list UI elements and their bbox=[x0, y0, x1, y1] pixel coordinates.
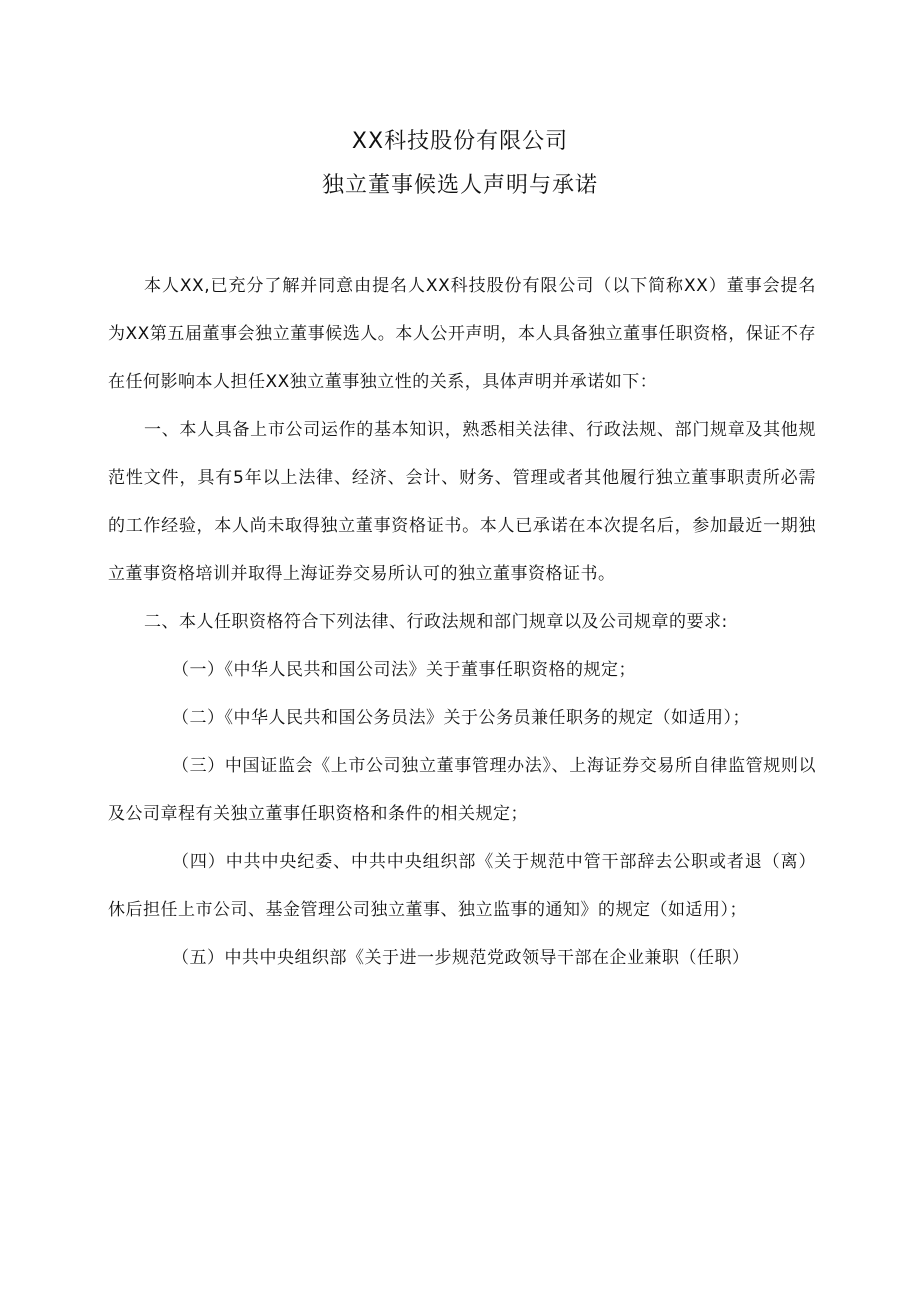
clause-2-item-4: （四）中共中央纪委、中共中央组织部《关于规范中管干部辞去公职或者退（离）休后担任上市公司、基金管理公司独立董事、独立监事的通知》的规定（如适用）； bbox=[108, 852, 816, 920]
clause-2-item-1: （一）《中华人民共和国公司法》关于董事任职资格的规定； bbox=[172, 660, 636, 680]
intro-paragraph: 本人XX,已充分了解并同意由提名人XX科技股份有限公司（以下简称XX）董事会提名为XX第五届董事会独立董事候选人。本人公开声明，本人具备独立董事任职资格，保证不存在任何影响本人担任XX独立董事独立性的关系，具体声明并承诺如下： bbox=[108, 276, 816, 392]
document-body bbox=[108, 262, 816, 982]
document-title: 独立董事候选人声明与承诺 bbox=[321, 173, 598, 198]
clause-2-item-5: （五）中共中央组织部《关于进一步规范党政领导干部在企业兼职（任职） bbox=[172, 948, 750, 968]
clause-2-item-3: （三）中国证监会《上市公司独立董事管理办法》、上海证券交易所自律监管规则以及公司章程有关独立董事任职资格和条件的相关规定； bbox=[108, 756, 816, 824]
clause-2-item-2: （二）《中华人民共和国公务员法》关于公务员兼任职务的规定（如适用）； bbox=[172, 708, 750, 728]
clause-2-paragraph: 二、本人任职资格符合下列法律、行政法规和部门规章以及公司规章的要求: bbox=[144, 612, 728, 632]
title-block bbox=[0, 120, 920, 208]
clause-1-paragraph: 一、本人具备上市公司运作的基本知识，熟悉相关法律、行政法规、部门规章及其他规范性文件，具有5年以上法律、经济、会计、财务、管理或者其他履行独立董事职责所必需的工作经验，本人尚未取得独立董事资格证书。本人已承诺在本次提名后，参加最近一期独立董事资格培训并取得上海证券交易所认可的独立董事资格证书。 bbox=[108, 420, 816, 584]
company-title: XX科技股份有限公司 bbox=[351, 129, 569, 154]
